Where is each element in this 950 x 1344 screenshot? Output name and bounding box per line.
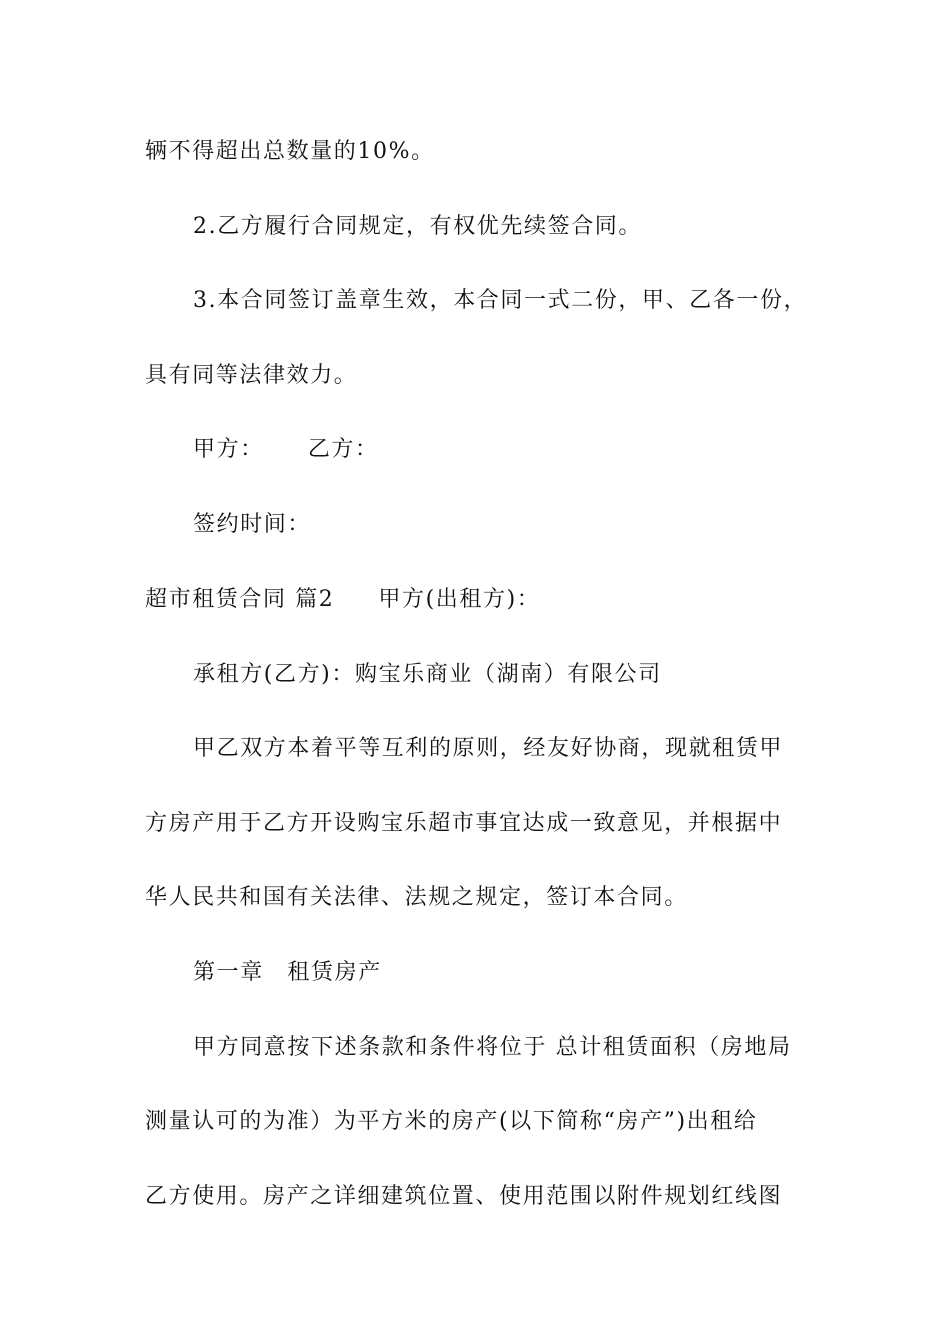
- chapter-title: 第一章 租赁房产: [193, 960, 382, 985]
- section-title: 超市租赁合同 篇2: [145, 587, 335, 612]
- party-a-label: 甲方：: [193, 437, 264, 462]
- chapter-line: 测量认可的为准）为平方米的房产(以下简称“房产”)出租给: [145, 1109, 758, 1134]
- chapter-line: 乙方使用。房产之详细建筑位置、使用范围以附件规划红线图: [145, 1184, 783, 1209]
- body-line: 华人民共和国有关法律、法规之规定，签订本合同。: [145, 885, 688, 910]
- lessor-label: 甲方(出租方)：: [378, 587, 541, 612]
- chapter-line: 甲方同意按下述条款和条件将位于 总计租赁面积（房地局: [193, 1035, 792, 1060]
- clause-2: 2.乙方履行合同规定，有权优先续签合同。: [193, 214, 642, 239]
- text-line: 具有同等法律效力。: [145, 363, 358, 388]
- body-line: 甲乙双方本着平等互利的原则，经友好协商，现就租赁甲: [193, 736, 784, 761]
- signature-parties: [193, 435, 379, 465]
- sign-date-label: 签约时间：: [193, 512, 312, 537]
- body-line: 方房产用于乙方开设购宝乐超市事宜达成一致意见，并根据中: [145, 811, 783, 836]
- text-line: 辆不得超出总数量的10%。: [145, 139, 435, 164]
- section-heading-line: [145, 585, 540, 615]
- party-b-label: 乙方：: [307, 437, 379, 462]
- lessee-line: 承租方(乙方)：购宝乐商业（湖南）有限公司: [193, 662, 662, 687]
- clause-3: 3.本合同签订盖章生效，本合同一式二份，甲、乙各一份，: [193, 288, 808, 313]
